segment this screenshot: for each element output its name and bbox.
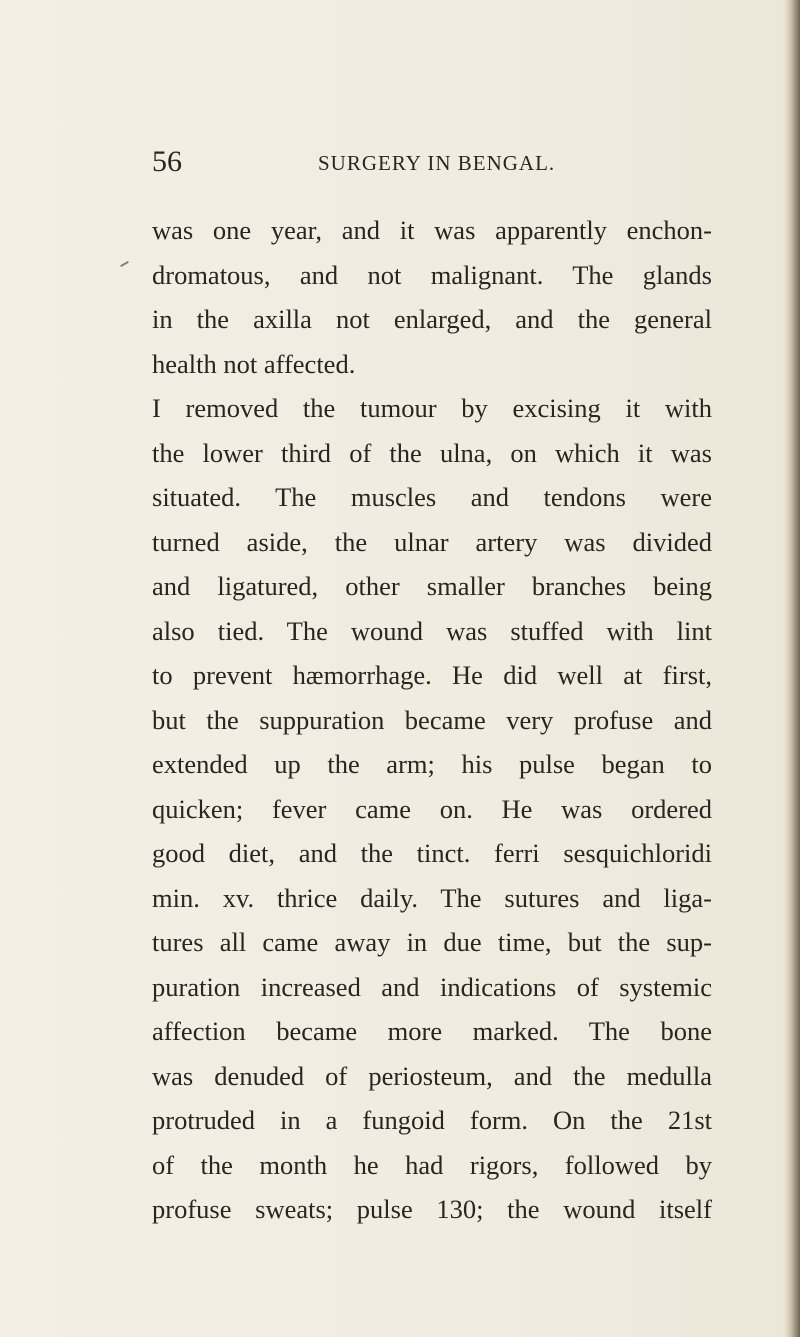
text-line: puration increased and indications of systemic: [152, 971, 712, 1002]
text-line: to prevent hæmorrhage. He did well at first,: [152, 660, 712, 690]
text-line: also tied. The wound was stuffed with lint: [152, 615, 712, 646]
margin-mark: [120, 261, 129, 267]
text-line: quicken; fever came on. He was ordered: [152, 793, 712, 824]
page-header: [0, 144, 800, 184]
text-line: I removed the tumour by excising it with: [152, 393, 712, 423]
text-line: protruded in a fungoid form. On the 21st: [152, 1105, 712, 1135]
text-line: was denuded of periosteum, and the medulla: [152, 1060, 712, 1091]
text-line: but the suppuration became very profuse and: [152, 704, 712, 735]
text-line: was one year, and it was apparently enchon-: [152, 215, 712, 245]
text-line: situated. The muscles and tendons were: [152, 482, 712, 512]
body-text: [152, 208, 712, 1232]
text-line: tures all came away in due time, but the sup-: [152, 927, 712, 957]
running-head: SURGERY IN BENGAL.: [318, 151, 556, 175]
text-line: turned aside, the ulnar artery was divided: [152, 526, 712, 557]
text-line: and ligatured, other smaller branches being: [152, 571, 712, 601]
text-line: dromatous, and not malignant. The glands: [152, 259, 712, 290]
page-edge-shadow: [784, 0, 800, 1337]
text-line: min. xv. thrice daily. The sutures and liga-: [152, 882, 712, 913]
text-line: affection became more marked. The bone: [152, 1016, 712, 1046]
text-line: health not affected.: [152, 348, 356, 379]
text-line: good diet, and the tinct. ferri sesquichloridi: [152, 838, 712, 868]
text-line: extended up the arm; his pulse began to: [152, 749, 712, 779]
text-line: in the axilla not enlarged, and the general: [152, 304, 712, 334]
text-line: profuse sweats; pulse 130; the wound itself: [152, 1194, 712, 1224]
text-line: the lower third of the ulna, on which it was: [152, 437, 712, 468]
page-number: 56: [152, 145, 182, 178]
text-line: of the month he had rigors, followed by: [152, 1149, 712, 1180]
